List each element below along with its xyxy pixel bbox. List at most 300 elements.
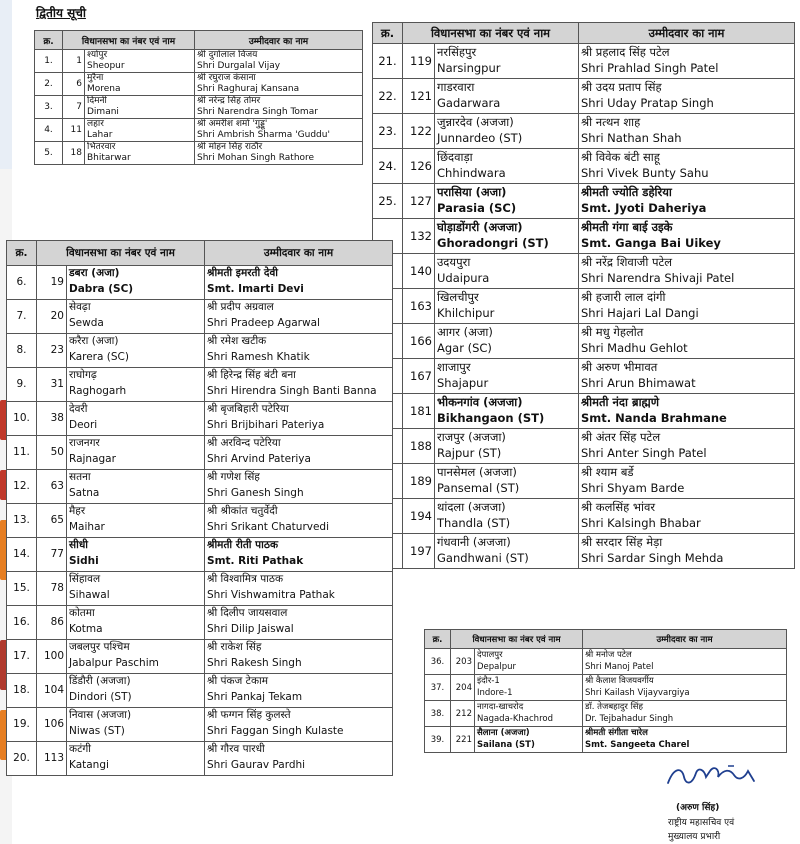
serial-cell: 23.: [373, 114, 403, 149]
constituency-cell: [67, 674, 205, 708]
candidate-name-english: Shri Kailash Vijayvargiya: [585, 688, 690, 698]
candidate-cell: [579, 114, 795, 149]
constituency-name-english: Udaipura: [437, 271, 490, 285]
candidate-cell: [205, 300, 393, 334]
serial-cell: 6.: [7, 266, 37, 300]
serial-cell: 39.: [425, 727, 451, 753]
candidate-header: उम्मीदवार का नाम: [583, 630, 787, 649]
candidate-name-english: Shri Vishwamitra Pathak: [207, 588, 335, 601]
signatory-name: (अरुण सिंह): [676, 803, 720, 813]
constituency-number: 11: [63, 119, 85, 142]
constituency-cell: [67, 572, 205, 606]
candidate-name-hindi: श्री हजारी लाल दांगी: [581, 290, 666, 304]
table-header-row: [35, 31, 363, 50]
candidate-table-2: [372, 22, 795, 569]
constituency-number: 126: [403, 149, 435, 184]
candidate-name-hindi: श्री अरुण भीमावत: [581, 360, 658, 374]
candidate-cell: [195, 142, 363, 165]
table-header-row: [373, 23, 795, 44]
constituency-name-english: Bhitarwar: [87, 153, 131, 163]
serial-cell: 11.: [7, 436, 37, 470]
constituency-cell: [435, 534, 579, 569]
table-row: [7, 674, 393, 708]
candidate-cell: [579, 79, 795, 114]
candidate-name-hindi: श्री सरदार सिंह मेड़ा: [581, 535, 663, 549]
serial-cell: 2.: [35, 73, 63, 96]
constituency-cell: [435, 219, 579, 254]
table-row: [373, 219, 795, 254]
candidate-name-hindi: श्री बृजबिहारी पटेरिया: [207, 403, 289, 415]
candidate-name-english: Smt. Ganga Bai Uikey: [581, 236, 721, 250]
table-row: [7, 538, 393, 572]
candidate-cell: [205, 538, 393, 572]
candidate-name-hindi: श्री प्रदीप अग्रवाल: [207, 301, 274, 313]
constituency-name-english: Narsingpur: [437, 61, 501, 75]
constituency-name-english: Maihar: [69, 520, 105, 533]
constituency-cell: [435, 149, 579, 184]
constituency-cell: [435, 289, 579, 324]
candidate-name-english: Shri Anter Singh Patel: [581, 446, 707, 460]
constituency-name-hindi: गंधवानी (अजजा): [437, 535, 511, 549]
constituency-cell: [67, 470, 205, 504]
candidate-name-english: Shri Durgalal Vijay: [197, 61, 281, 71]
candidate-name-english: Shri Hajari Lal Dangi: [581, 306, 699, 320]
constituency-name-hindi: छिंदवाड़ा: [437, 150, 473, 164]
candidate-name-english: Shri Arun Bhimawat: [581, 376, 696, 390]
candidate-cell: [583, 727, 787, 753]
constituency-number: 119: [403, 44, 435, 79]
candidate-cell: [579, 219, 795, 254]
constituency-name-english: Niwas (ST): [69, 724, 125, 737]
constituency-header: विधानसभा का नंबर एवं नाम: [451, 630, 583, 649]
candidate-cell: [195, 50, 363, 73]
constituency-number: 163: [403, 289, 435, 324]
serial-header: क्र.: [373, 23, 403, 44]
constituency-name-hindi: कटंगी: [69, 743, 91, 755]
constituency-name-hindi: डबरा (अजा): [69, 267, 120, 279]
constituency-name-english: Sihawal: [69, 588, 110, 601]
candidate-name-hindi: श्री पंकज टेकाम: [207, 675, 269, 687]
serial-cell: 37.: [425, 675, 451, 701]
candidate-cell: [205, 334, 393, 368]
candidate-name-hindi: श्री कैलाश विजयवर्गीय: [585, 676, 654, 686]
table-row: [7, 266, 393, 300]
signatory-title-line2: मुख्यालय प्रभारी: [668, 832, 721, 842]
serial-cell: 21.: [373, 44, 403, 79]
constituency-number: 167: [403, 359, 435, 394]
table-row: [373, 429, 795, 464]
constituency-number: 127: [403, 184, 435, 219]
candidate-name-hindi: श्रीमती नंदा ब्राह्मणे: [581, 395, 660, 409]
candidate-name-english: Shri Pradeep Agarwal: [207, 316, 320, 329]
table-header-row: [425, 630, 787, 649]
constituency-name-english: Parasia (SC): [437, 201, 517, 215]
constituency-number: 166: [403, 324, 435, 359]
candidate-name-hindi: श्रीमती इमरती देवी: [207, 267, 279, 279]
serial-cell: 13.: [7, 504, 37, 538]
constituency-name-hindi: शाजापुर: [437, 360, 471, 374]
constituency-number: 100: [37, 640, 67, 674]
constituency-name-english: Kotma: [69, 622, 103, 635]
constituency-name-english: Ghoradongri (ST): [437, 236, 549, 250]
constituency-number: 121: [403, 79, 435, 114]
candidate-cell: [579, 149, 795, 184]
constituency-number: 140: [403, 254, 435, 289]
constituency-cell: [67, 300, 205, 334]
serial-cell: 1.: [35, 50, 63, 73]
constituency-cell: [435, 44, 579, 79]
constituency-header: विधानसभा का नंबर एवं नाम: [37, 241, 205, 266]
candidate-cell: [195, 119, 363, 142]
constituency-name-english: Nagada-Khachrod: [477, 714, 553, 724]
constituency-name-english: Rajnagar: [69, 452, 116, 465]
candidate-cell: [579, 394, 795, 429]
constituency-name-hindi: राघोगढ़: [69, 369, 97, 381]
candidate-name-english: Shri Madhu Gehlot: [581, 341, 688, 355]
serial-cell: 3.: [35, 96, 63, 119]
serial-cell: 12.: [7, 470, 37, 504]
constituency-number: 203: [451, 649, 475, 675]
candidate-cell: [583, 675, 787, 701]
candidate-name-english: Shri Faggan Singh Kulaste: [207, 724, 344, 737]
candidate-name-hindi: श्री कलसिंह भांवर: [581, 500, 656, 514]
constituency-name-hindi: देपालपुर: [477, 650, 503, 660]
candidate-name-english: Shri Uday Pratap Singh: [581, 96, 714, 110]
candidate-cell: [205, 368, 393, 402]
constituency-name-hindi: श्योपुर: [87, 50, 108, 60]
constituency-cell: [67, 742, 205, 776]
constituency-cell: [435, 499, 579, 534]
constituency-name-hindi: नरसिंहपुर: [437, 45, 477, 59]
constituency-cell: [435, 79, 579, 114]
table-row: [373, 464, 795, 499]
table-row: [7, 606, 393, 640]
constituency-number: 50: [37, 436, 67, 470]
candidate-name-hindi: श्री गणेश सिंह: [207, 471, 260, 483]
candidate-name-english: Shri Rakesh Singh: [207, 656, 302, 669]
constituency-number: 122: [403, 114, 435, 149]
table-row: [425, 649, 787, 675]
candidate-name-hindi: श्रीमती रीती पाठक: [207, 539, 279, 551]
constituency-name-hindi: डिंडौरी (अजजा): [69, 675, 131, 687]
constituency-header: विधानसभा का नंबर एवं नाम: [403, 23, 579, 44]
candidate-name-english: Shri Shyam Barde: [581, 481, 685, 495]
constituency-name-hindi: गाडरवारा: [437, 80, 475, 94]
constituency-name-english: Rajpur (ST): [437, 446, 502, 460]
candidate-cell: [205, 266, 393, 300]
constituency-name-hindi: इंदौर-1: [477, 676, 500, 686]
candidate-name-english: Dr. Tejbahadur Singh: [585, 714, 674, 724]
constituency-cell: [435, 324, 579, 359]
constituency-number: 31: [37, 368, 67, 402]
candidate-name-hindi: श्री अरविन्द पटेरिया: [207, 437, 281, 449]
constituency-name-english: Sheopur: [87, 61, 125, 71]
constituency-name-english: Katangi: [69, 758, 109, 771]
constituency-name-english: Chhindwara: [437, 166, 506, 180]
constituency-cell: [67, 334, 205, 368]
candidate-name-hindi: श्री मोहन सिंह राठौर: [197, 142, 263, 152]
table-row: [373, 184, 795, 219]
candidate-name-english: Shri Mohan Singh Rathore: [197, 153, 315, 163]
constituency-name-hindi: दिमनी: [87, 96, 107, 106]
candidate-cell: [579, 44, 795, 79]
candidate-name-english: Shri Raghuraj Kansana: [197, 84, 300, 94]
candidate-name-hindi: श्री श्याम बर्डे: [581, 465, 634, 479]
table-row: [7, 504, 393, 538]
constituency-name-english: Gandhwani (ST): [437, 551, 529, 565]
candidate-name-hindi: श्री अमरीश शर्मा 'गुड्डू': [197, 119, 268, 129]
constituency-number: 106: [37, 708, 67, 742]
constituency-number: 104: [37, 674, 67, 708]
candidate-cell: [579, 289, 795, 324]
table-row: [373, 149, 795, 184]
candidate-name-english: Shri Gaurav Pardhi: [207, 758, 306, 771]
candidate-cell: [579, 499, 795, 534]
signature-scribble: [664, 763, 764, 789]
candidate-name-english: Shri Narendra Shivaji Patel: [581, 271, 735, 285]
candidate-name-english: Shri Srikant Chaturvedi: [207, 520, 330, 533]
table-row: [7, 436, 393, 470]
constituency-name-hindi: मैहर: [69, 505, 86, 517]
constituency-name-english: Junnardeo (ST): [437, 131, 523, 145]
constituency-cell: [435, 254, 579, 289]
candidate-cell: [195, 96, 363, 119]
constituency-number: 6: [63, 73, 85, 96]
constituency-name-english: Thandla (ST): [437, 516, 511, 530]
candidate-name-hindi: श्री मनोज पटेल: [585, 650, 632, 660]
serial-cell: 16.: [7, 606, 37, 640]
constituency-number: 65: [37, 504, 67, 538]
candidate-cell: [579, 464, 795, 499]
constituency-cell: [67, 266, 205, 300]
constituency-cell: [435, 184, 579, 219]
constituency-name-hindi: घोड़ाडोंगरी (अजजा): [437, 220, 523, 234]
table-row: [35, 50, 363, 73]
constituency-cell: [85, 96, 195, 119]
candidate-cell: [205, 436, 393, 470]
constituency-cell: [435, 359, 579, 394]
candidate-cell: [205, 470, 393, 504]
table-row: [7, 334, 393, 368]
constituency-name-english: Raghogarh: [69, 384, 127, 397]
constituency-name-english: Jabalpur Paschim: [69, 656, 159, 669]
serial-cell: 25.: [373, 184, 403, 219]
candidate-name-hindi: श्री श्रीकांत चतुर्वेदी: [207, 505, 278, 517]
constituency-name-hindi: जबलपुर पश्चिम: [69, 641, 130, 653]
serial-cell: 5.: [35, 142, 63, 165]
candidate-name-english: Shri Pankaj Tekam: [207, 690, 303, 703]
table-row: [373, 394, 795, 429]
constituency-cell: [435, 464, 579, 499]
constituency-number: 132: [403, 219, 435, 254]
serial-header: क्र.: [7, 241, 37, 266]
constituency-name-english: Khilchipur: [437, 306, 495, 320]
candidate-cell: [579, 429, 795, 464]
constituency-number: 23: [37, 334, 67, 368]
constituency-name-english: Pansemal (ST): [437, 481, 520, 495]
candidate-name-english: Shri Prahlad Singh Patel: [581, 61, 719, 75]
constituency-name-hindi: थांदला (अजजा): [437, 500, 506, 514]
candidate-name-english: Smt. Riti Pathak: [207, 554, 304, 567]
table-row: [7, 300, 393, 334]
constituency-name-english: Karera (SC): [69, 350, 129, 363]
serial-cell: 24.: [373, 149, 403, 184]
constituency-name-hindi: निवास (अजजा): [69, 709, 132, 721]
candidate-cell: [195, 73, 363, 96]
constituency-number: 18: [63, 142, 85, 165]
table-row: [373, 359, 795, 394]
candidate-name-english: Shri Ramesh Khatik: [207, 350, 310, 363]
constituency-name-hindi: पानसेमल (अजजा): [437, 465, 517, 479]
constituency-name-english: Gadarwara: [437, 96, 501, 110]
table-header-row: [7, 241, 393, 266]
candidate-cell: [579, 324, 795, 359]
candidate-cell: [205, 402, 393, 436]
candidate-cell: [205, 674, 393, 708]
constituency-header: विधानसभा का नंबर एवं नाम: [63, 31, 195, 50]
constituency-name-hindi: आगर (अजा): [437, 325, 493, 339]
constituency-cell: [85, 119, 195, 142]
constituency-cell: [67, 402, 205, 436]
candidate-name-hindi: श्री रमेश खटीक: [207, 335, 267, 347]
constituency-number: 7: [63, 96, 85, 119]
constituency-number: 78: [37, 572, 67, 606]
constituency-name-hindi: सैलाना (अजजा): [477, 728, 530, 738]
candidate-name-hindi: श्रीमती संगीता चारेल: [585, 728, 648, 738]
candidate-name-hindi: श्री फग्गन सिंह कुलस्ते: [207, 709, 291, 721]
constituency-name-english: Sailana (ST): [477, 740, 535, 750]
candidate-name-hindi: श्रीमती ज्योति डहेरिया: [581, 185, 672, 199]
table-row: [373, 289, 795, 324]
candidate-table-3: [6, 240, 393, 776]
candidate-table-4: [424, 629, 787, 753]
constituency-cell: [435, 394, 579, 429]
table-row: [7, 640, 393, 674]
constituency-name-hindi: जुन्नारदेव (अजजा): [437, 115, 514, 129]
constituency-number: 204: [451, 675, 475, 701]
candidate-name-english: Smt. Sangeeta Charel: [585, 740, 690, 750]
constituency-name-english: Bikhangaon (ST): [437, 411, 545, 425]
constituency-name-hindi: राजपुर (अजजा): [437, 430, 506, 444]
table-row: [7, 368, 393, 402]
candidate-name-english: Shri Sardar Singh Mehda: [581, 551, 724, 565]
candidate-name-hindi: श्री मधु गेहलोत: [581, 325, 644, 339]
serial-cell: 8.: [7, 334, 37, 368]
table-row: [7, 470, 393, 504]
constituency-name-english: Lahar: [87, 130, 113, 140]
constituency-name-hindi: राजनगर: [69, 437, 100, 449]
table-row: [425, 675, 787, 701]
constituency-name-hindi: परासिया (अजा): [437, 185, 507, 199]
candidate-name-english: Shri Arvind Pateriya: [207, 452, 311, 465]
constituency-name-hindi: करैरा (अजा): [69, 335, 119, 347]
constituency-number: 194: [403, 499, 435, 534]
candidate-cell: [579, 254, 795, 289]
table-row: [7, 402, 393, 436]
constituency-number: 63: [37, 470, 67, 504]
serial-cell: 36.: [425, 649, 451, 675]
constituency-number: 1: [63, 50, 85, 73]
candidate-name-english: Shri Nathan Shah: [581, 131, 682, 145]
constituency-number: 77: [37, 538, 67, 572]
constituency-number: 181: [403, 394, 435, 429]
candidate-name-english: Smt. Nanda Brahmane: [581, 411, 727, 425]
candidate-name-hindi: श्री रघुराज कंसाना: [197, 73, 256, 83]
table-row: [373, 44, 795, 79]
candidate-name-english: Shri Kalsingh Bhabar: [581, 516, 701, 530]
candidate-name-hindi: श्री गौरव पारधी: [207, 743, 265, 755]
constituency-name-hindi: भितरवार: [87, 142, 116, 152]
constituency-name-hindi: उदयपुरा: [437, 255, 471, 269]
constituency-cell: [67, 368, 205, 402]
serial-cell: 14.: [7, 538, 37, 572]
candidate-name-hindi: श्री नरेन्द्र सिंह तोमर: [197, 96, 261, 106]
table-row: [373, 114, 795, 149]
constituency-cell: [435, 114, 579, 149]
constituency-name-hindi: मुरैना: [87, 73, 104, 83]
page-heading: द्वितीय सूची: [36, 6, 86, 20]
candidate-cell: [205, 708, 393, 742]
serial-cell: 10.: [7, 402, 37, 436]
candidate-cell: [205, 742, 393, 776]
constituency-name-hindi: लहार: [87, 119, 104, 129]
constituency-name-english: Dindori (ST): [69, 690, 132, 703]
candidate-name-english: Shri Hirendra Singh Banti Banna: [207, 384, 377, 397]
table-row: [35, 96, 363, 119]
serial-cell: 18.: [7, 674, 37, 708]
constituency-cell: [475, 649, 583, 675]
candidate-name-english: Shri Manoj Patel: [585, 662, 654, 672]
candidate-cell: [205, 640, 393, 674]
constituency-name-hindi: नागदा-खाचरोद: [477, 702, 524, 712]
constituency-cell: [475, 701, 583, 727]
constituency-name-english: Dabra (SC): [69, 282, 134, 295]
constituency-cell: [85, 73, 195, 96]
serial-cell: 4.: [35, 119, 63, 142]
candidate-cell: [579, 359, 795, 394]
constituency-number: 221: [451, 727, 475, 753]
constituency-number: 189: [403, 464, 435, 499]
serial-cell: 22.: [373, 79, 403, 114]
candidate-name-english: Shri Vivek Bunty Sahu: [581, 166, 709, 180]
table-row: [7, 742, 393, 776]
constituency-name-english: Sidhi: [69, 554, 99, 567]
table-row: [373, 534, 795, 569]
candidate-header: उम्मीदवार का नाम: [195, 31, 363, 50]
constituency-name-hindi: सेवढ़ा: [69, 301, 91, 313]
constituency-number: 38: [37, 402, 67, 436]
constituency-cell: [67, 640, 205, 674]
table-row: [373, 499, 795, 534]
candidate-name-hindi: श्री नरेंद्र शिवाजी पटेल: [581, 255, 673, 269]
signatory-title-line1: राष्ट्रीय महासचिव एवं: [668, 818, 735, 828]
candidate-name-hindi: श्री उदय प्रताप सिंह: [581, 80, 662, 94]
candidate-name-english: Shri Ganesh Singh: [207, 486, 304, 499]
constituency-name-english: Morena: [87, 84, 121, 94]
constituency-name-english: Shajapur: [437, 376, 489, 390]
constituency-cell: [67, 606, 205, 640]
constituency-name-english: Deori: [69, 418, 98, 431]
constituency-name-english: Satna: [69, 486, 100, 499]
constituency-name-hindi: सिंहावल: [69, 573, 101, 585]
serial-cell: 15.: [7, 572, 37, 606]
constituency-cell: [67, 436, 205, 470]
table-row: [425, 727, 787, 753]
candidate-cell: [205, 572, 393, 606]
candidate-name-hindi: श्री राकेश सिंह: [207, 641, 262, 653]
serial-cell: 38.: [425, 701, 451, 727]
candidate-cell: [583, 701, 787, 727]
